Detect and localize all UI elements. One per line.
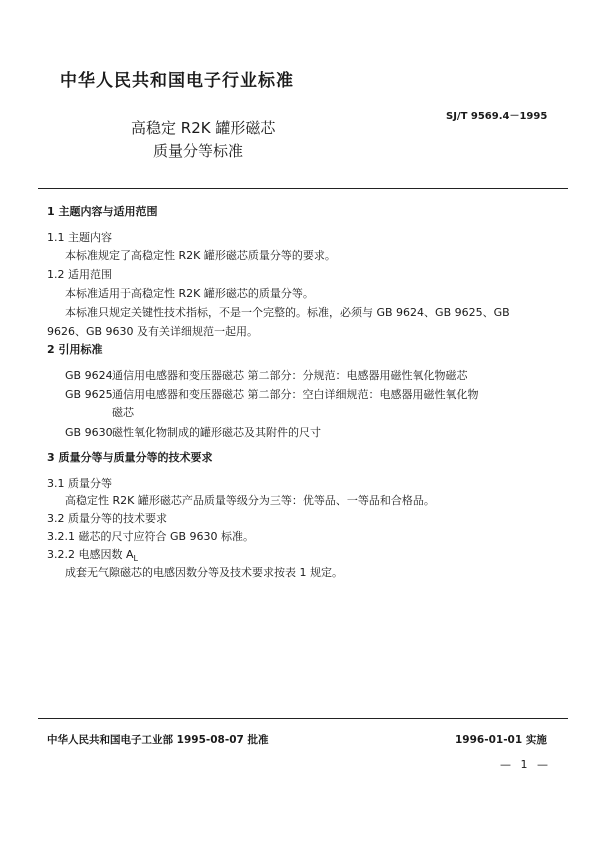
issuing-authority-header: 中华人民共和国电子行业标准 [60, 71, 294, 91]
section-1-1-heading: 1.1 主题内容 [47, 231, 112, 244]
ref-code: GB 9630 [65, 426, 113, 439]
section-3-heading: 3 质量分等与质量分等的技术要求 [47, 451, 213, 464]
section-1-heading: 1 主题内容与适用范围 [47, 205, 158, 218]
effective-date: 1996-01-01 实施 [455, 734, 547, 746]
section-2-heading: 2 引用标准 [47, 343, 103, 356]
paragraph: 本标准适用于高稳定性 R2K 罐形磁芯的质量分等。 [65, 287, 314, 300]
section-3-2-2-heading [47, 548, 138, 566]
subscript: L [133, 554, 138, 564]
section-3-2-1-heading: 3.2.1 磁芯的尺寸应符合 GB 9630 标准。 [47, 530, 255, 543]
header-divider [38, 188, 568, 189]
ref-title: 通信用电感器和变压器磁芯 第二部分：分规范：电感器用磁性氧化物磁芯 [112, 369, 468, 382]
section-3-1-heading: 3.1 质量分等 [47, 477, 112, 490]
paragraph: 成套无气隙磁芯的电感因数分等及技术要求按表 1 规定。 [65, 566, 343, 579]
section-3-2-heading: 3.2 质量分等的技术要求 [47, 512, 167, 525]
paragraph: 本标准规定了高稳定性 R2K 罐形磁芯质量分等的要求。 [65, 249, 336, 262]
section-1-2-heading: 1.2 适用范围 [47, 268, 112, 281]
paragraph: 高稳定性 R2K 罐形磁芯产品质量等级分为三等：优等品、一等品和合格品。 [65, 494, 435, 507]
paragraph: 本标准只规定关键性技术指标，不是一个完整的。标准，必须与 GB 9624、GB 9625、GB [65, 306, 510, 319]
paragraph: 9626、GB 9630 及有关详细规范一起用。 [47, 325, 259, 338]
ref-code: GB 9625 [65, 388, 113, 401]
ref-title: 磁性氧化物制成的罐形磁芯及其附件的尺寸 [112, 426, 321, 439]
ref-title: 通信用电感器和变压器磁芯 第二部分：空白详细规范：电感器用磁性氧化物 [112, 388, 479, 401]
heading-text: 3.2.2 电感因数 A [47, 548, 134, 561]
document-title-line2: 质量分等标准 [153, 142, 244, 160]
standard-code: SJ/T 9569.4－1995 [446, 111, 548, 122]
ref-title-cont: 磁芯 [112, 406, 134, 419]
document-title-line1: 高稳定 R2K 罐形磁芯 [131, 119, 276, 137]
page-number: — 1 — [500, 758, 551, 771]
approval-line: 中华人民共和国电子工业部 1995-08-07 批准 [47, 734, 269, 746]
footer-divider [38, 718, 568, 719]
ref-code: GB 9624 [65, 369, 113, 382]
